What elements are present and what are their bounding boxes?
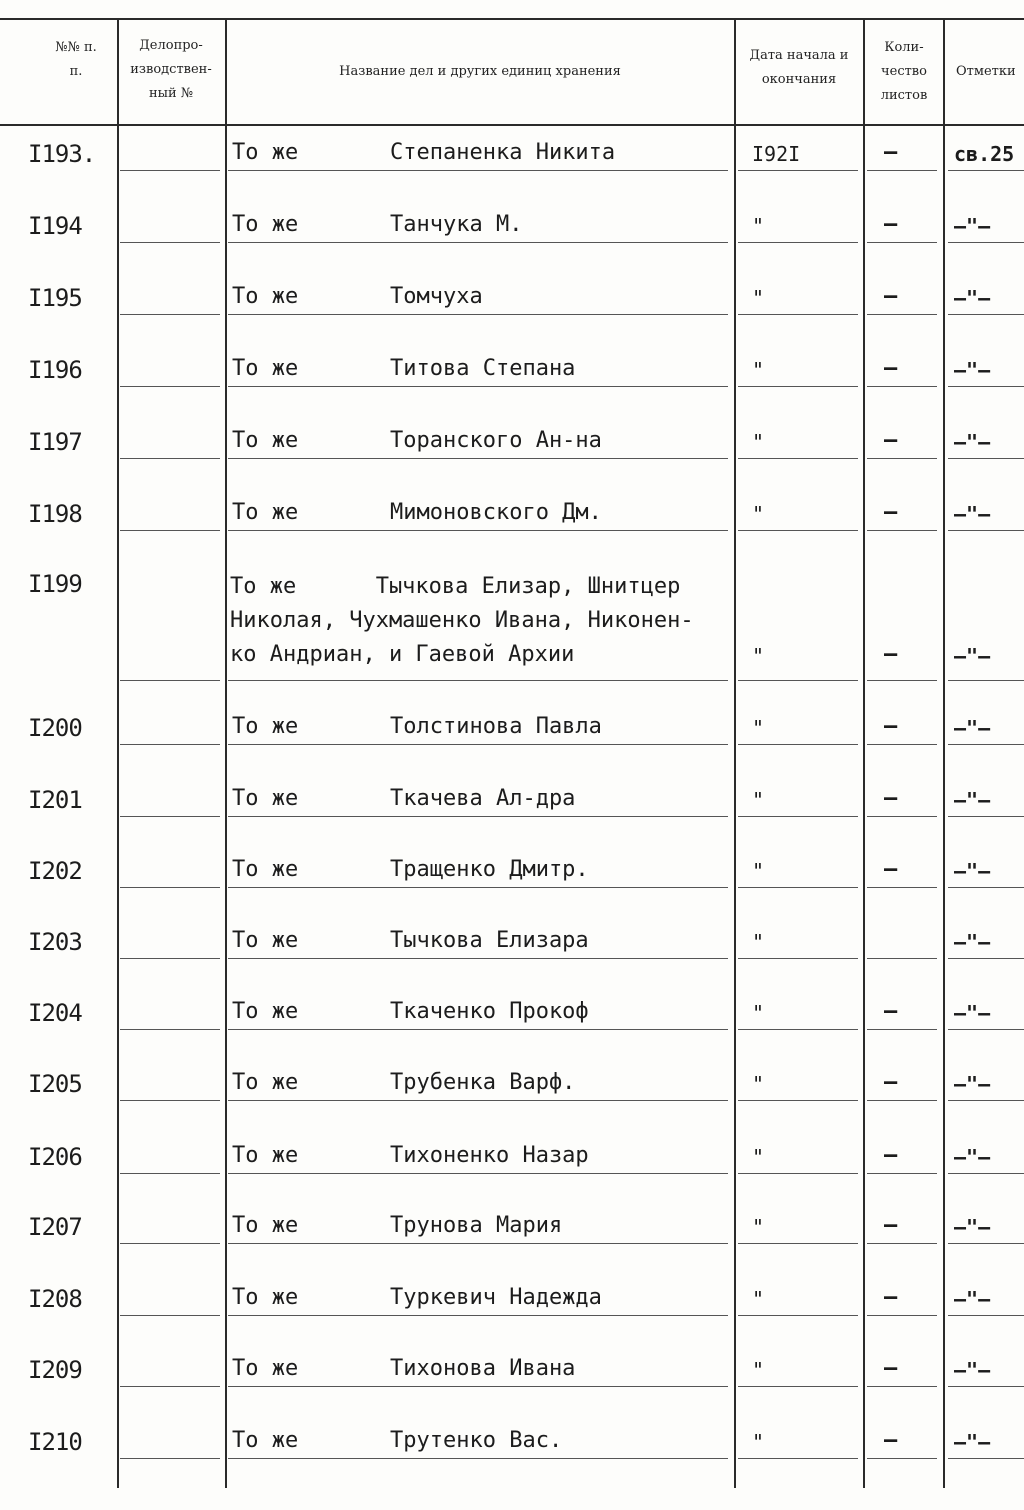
row-title: Степаненка Никита [390, 140, 616, 165]
row-prefix: То же [232, 999, 299, 1024]
row-sheet-count: – [884, 1070, 898, 1095]
row-sheet-count: – [884, 1285, 898, 1310]
row-title: Тычкова Елизара [390, 928, 589, 953]
row-title: Трутенко Вас. [390, 1428, 563, 1453]
row-number: I202 [28, 857, 82, 885]
row-prefix: То же [232, 500, 299, 525]
row-rule [738, 1243, 858, 1244]
row-note: –"– [954, 1001, 991, 1025]
row-rule [948, 170, 1024, 171]
row-rule [948, 530, 1024, 531]
row-title: Туркевич Надежда [390, 1285, 602, 1310]
header-office-number: Делопро- изводствен- ный № [130, 38, 212, 101]
row-note: –"– [954, 286, 991, 310]
row-rule [948, 1315, 1024, 1316]
row-note: –"– [954, 859, 991, 883]
col-divider-3 [734, 18, 736, 1488]
row-rule [867, 1386, 937, 1387]
row-title: Трубенка Варф. [390, 1070, 576, 1095]
row-date: " [752, 1001, 765, 1025]
row-title: Ткаченко Прокоф [390, 999, 589, 1024]
row-rule [867, 1315, 937, 1316]
row-prefix: То же [232, 1285, 299, 1310]
row-rule [867, 744, 937, 745]
row-rule [867, 680, 937, 681]
row-rule [738, 887, 858, 888]
row-title: Трунова Мария [390, 1213, 563, 1238]
row-rule [948, 1458, 1024, 1459]
row-sheet-count: – [884, 999, 898, 1024]
row-rule [948, 1100, 1024, 1101]
row-date: " [752, 788, 765, 812]
row-number: I203 [28, 928, 82, 956]
row-number: I210 [28, 1428, 82, 1456]
row-rule [948, 314, 1024, 315]
row-sheet-count: – [884, 1428, 898, 1453]
row-rule [738, 1173, 858, 1174]
header-number: №№ п. п. [55, 40, 97, 79]
row-rule [738, 1458, 858, 1459]
row-rule [228, 887, 728, 888]
row-date: " [752, 1215, 765, 1239]
row-rule [948, 1029, 1024, 1030]
row-rule [228, 1029, 728, 1030]
row-sheet-count: – [884, 642, 898, 667]
header-bottom-border [0, 124, 1024, 126]
row-rule [120, 386, 220, 387]
row-title: Торанского Ан-на [390, 428, 602, 453]
row-title: Томчуха [390, 284, 483, 309]
col-divider-5 [943, 18, 945, 1488]
row-rule [738, 1386, 858, 1387]
row-rule [738, 170, 858, 171]
row-sheet-count: – [884, 212, 898, 237]
row-rule [738, 314, 858, 315]
row-sheet-count: – [884, 1213, 898, 1238]
row-rule [867, 1173, 937, 1174]
row-rule [228, 1243, 728, 1244]
row-rule [738, 1029, 858, 1030]
row-rule [738, 1100, 858, 1101]
row-note: –"– [954, 1358, 991, 1382]
row-rule [120, 1243, 220, 1244]
row-title: Ткачева Ал-дра [390, 786, 576, 811]
header-dates: Дата начала и окончания [749, 48, 849, 87]
row-rule [120, 530, 220, 531]
row-rule [867, 242, 937, 243]
row-prefix: То же [232, 140, 299, 165]
row-rule [120, 1458, 220, 1459]
row-rule [867, 1029, 937, 1030]
row-number: I209 [28, 1356, 82, 1384]
row-date: " [752, 502, 765, 526]
row-note: –"– [954, 1430, 991, 1454]
row-rule [738, 386, 858, 387]
row-rule [948, 1173, 1024, 1174]
row-date: " [752, 1287, 765, 1311]
row-prefix: То же [232, 1213, 299, 1238]
row-rule [867, 958, 937, 959]
row-note: св.25 [954, 142, 1015, 166]
row-rule [228, 1100, 728, 1101]
row-sheet-count: – [884, 1143, 898, 1168]
row-rule [738, 530, 858, 531]
header-title: Название дел и других единиц хранения [339, 64, 621, 79]
row-prefix: То же [232, 928, 299, 953]
row-rule [120, 887, 220, 888]
row-rule [948, 242, 1024, 243]
row-number: I196 [28, 356, 82, 384]
row-prefix: То же [232, 857, 299, 882]
row-note: –"– [954, 716, 991, 740]
row-sheet-count: – [884, 1356, 898, 1381]
row-rule [120, 1029, 220, 1030]
row-rule [867, 887, 937, 888]
row-rule [228, 680, 728, 681]
row-rule [738, 458, 858, 459]
row-rule [120, 242, 220, 243]
row-date: " [752, 1072, 765, 1096]
col-divider-1 [117, 18, 119, 1488]
row-number: I201 [28, 786, 82, 814]
row-note: –"– [954, 1072, 991, 1096]
row-rule [120, 1386, 220, 1387]
row-prefix: То же [232, 1428, 299, 1453]
row-rule [738, 958, 858, 959]
row-note: –"– [954, 1215, 991, 1239]
row-sheet-count: – [884, 786, 898, 811]
row-number: I194 [28, 212, 82, 240]
row-date: " [752, 1358, 765, 1382]
row-rule [948, 887, 1024, 888]
row-rule [738, 680, 858, 681]
row-prefix: То же [232, 428, 299, 453]
row-rule [948, 458, 1024, 459]
row-note: –"– [954, 430, 991, 454]
row-number: I197 [28, 428, 82, 456]
row-rule [228, 314, 728, 315]
row-sheet-count: – [884, 140, 898, 165]
row-note: –"– [954, 788, 991, 812]
row-rule [120, 680, 220, 681]
row-rule [228, 816, 728, 817]
row-sheet-count: – [884, 284, 898, 309]
row-rule [867, 1458, 937, 1459]
row-date: " [752, 644, 765, 668]
row-rule [738, 744, 858, 745]
row-rule [867, 458, 937, 459]
row-rule [228, 1173, 728, 1174]
row-rule [867, 314, 937, 315]
row-rule [120, 1173, 220, 1174]
row-rule [120, 958, 220, 959]
row-number: I195 [28, 284, 82, 312]
row-prefix: То же [232, 1143, 299, 1168]
row-sheet-count: – [884, 428, 898, 453]
row-prefix: То же [232, 1356, 299, 1381]
row-rule [867, 816, 937, 817]
row-rule [120, 744, 220, 745]
row-rule [228, 170, 728, 171]
row-prefix: То же [232, 1070, 299, 1095]
row-date: " [752, 358, 765, 382]
row-rule [228, 458, 728, 459]
row-title: Толстинова Павла [390, 714, 602, 739]
row-prefix: То же [232, 212, 299, 237]
row-note: –"– [954, 214, 991, 238]
row-number: I205 [28, 1070, 82, 1098]
row-date: " [752, 1430, 765, 1454]
row-rule [948, 386, 1024, 387]
row-number: I206 [28, 1143, 82, 1171]
row-date: " [752, 286, 765, 310]
row-title-multiline: То же Тычкова Елизар, Шнитцер Николая, Чухмашенко Ивана, Никонен- ко Андриан, и Гаевой Архии [230, 574, 694, 667]
row-prefix: То же [232, 356, 299, 381]
row-rule [228, 958, 728, 959]
row-rule [228, 242, 728, 243]
row-title: Тращенко Дмитр. [390, 857, 589, 882]
row-title: Тихоненко Назар [390, 1143, 589, 1168]
row-rule [120, 314, 220, 315]
row-rule [228, 744, 728, 745]
row-note: –"– [954, 502, 991, 526]
row-rule [228, 1458, 728, 1459]
row-rule [948, 680, 1024, 681]
col-divider-2 [225, 18, 227, 1488]
row-number: I204 [28, 999, 82, 1027]
row-date: " [752, 1145, 765, 1169]
row-rule [228, 1315, 728, 1316]
row-sheet-count: – [884, 356, 898, 381]
row-rule [738, 242, 858, 243]
row-rule [228, 386, 728, 387]
row-date: " [752, 859, 765, 883]
row-number: I198 [28, 500, 82, 528]
row-rule [738, 816, 858, 817]
row-rule [867, 386, 937, 387]
row-rule [228, 530, 728, 531]
row-sheet-count: – [884, 714, 898, 739]
row-rule [948, 816, 1024, 817]
row-sheet-count: – [884, 500, 898, 525]
row-rule [120, 1315, 220, 1316]
row-date: " [752, 716, 765, 740]
row-rule [120, 458, 220, 459]
row-note: –"– [954, 930, 991, 954]
header-sheet-count: Коли- чество листов [880, 40, 928, 103]
row-rule [120, 170, 220, 171]
row-note: –"– [954, 644, 991, 668]
row-rule [867, 1243, 937, 1244]
row-date: " [752, 930, 765, 954]
row-note: –"– [954, 358, 991, 382]
row-prefix: То же [232, 714, 299, 739]
row-number: I200 [28, 714, 82, 742]
row-number: I207 [28, 1213, 82, 1241]
row-number: I208 [28, 1285, 82, 1313]
row-number: I199 [28, 570, 82, 598]
row-rule [948, 958, 1024, 959]
row-title: Танчука М. [390, 212, 523, 237]
row-prefix: То же [232, 786, 299, 811]
header-top-border [0, 18, 1024, 20]
row-title: Мимоновского Дм. [390, 500, 602, 525]
row-note: –"– [954, 1287, 991, 1311]
row-rule [948, 1386, 1024, 1387]
row-rule [948, 1243, 1024, 1244]
row-rule [867, 530, 937, 531]
row-note: –"– [954, 1145, 991, 1169]
row-rule [867, 170, 937, 171]
row-date: I92I [752, 142, 801, 166]
row-rule [120, 816, 220, 817]
row-number: I193. [28, 140, 96, 168]
row-title: Тихонова Ивана [390, 1356, 576, 1381]
row-sheet-count: – [884, 857, 898, 882]
row-date: " [752, 430, 765, 454]
row-rule [228, 1386, 728, 1387]
col-divider-4 [863, 18, 865, 1488]
row-date: " [752, 214, 765, 238]
row-prefix: То же [232, 284, 299, 309]
row-rule [948, 744, 1024, 745]
row-rule [738, 1315, 858, 1316]
row-title: Титова Степана [390, 356, 576, 381]
header-notes: Отметки [956, 64, 1016, 79]
row-rule [867, 1100, 937, 1101]
row-rule [120, 1100, 220, 1101]
